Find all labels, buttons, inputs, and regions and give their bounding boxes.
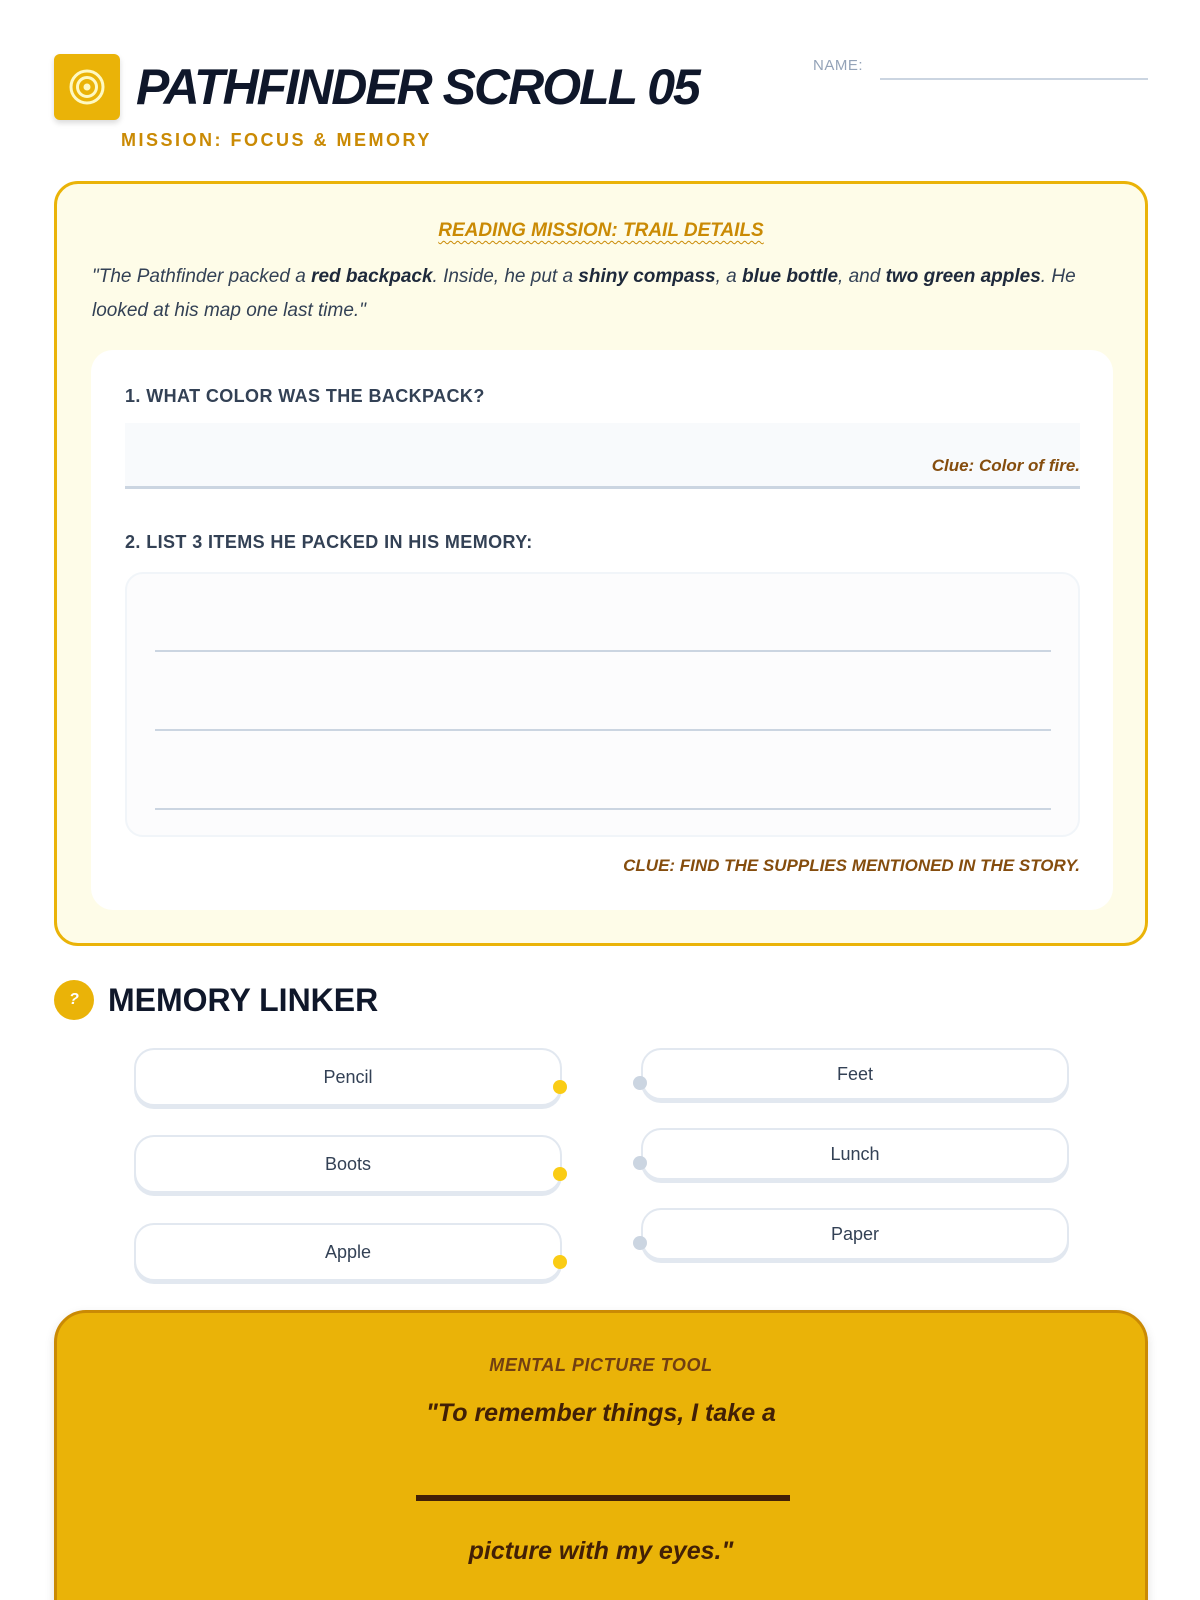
name-field[interactable] — [880, 78, 1148, 80]
question-2-answer-area[interactable] — [125, 572, 1080, 837]
question-1-label: 1. WHAT COLOR WAS THE BACKPACK? — [125, 386, 485, 406]
connector-dot[interactable] — [553, 1255, 567, 1269]
connector-dot[interactable] — [633, 1076, 647, 1090]
tool-label: MENTAL PICTURE TOOL — [489, 1355, 713, 1375]
page-title: PATHFINDER SCROLL 05 — [136, 59, 699, 115]
question-2-label: 2. LIST 3 ITEMS HE PACKED IN HIS MEMORY: — [125, 532, 533, 552]
story-passage: "The Pathfinder packed a red backpack. Inside, he put a shiny compass, a blue bottle, and two green apples. He looked at his map one last time." — [92, 266, 1076, 321]
match-left-item[interactable]: Pencil — [134, 1048, 562, 1106]
question-1-answer-field[interactable] — [125, 423, 1080, 489]
tool-sentence-end: picture with my eyes." — [468, 1537, 734, 1565]
match-right-item[interactable]: Paper — [641, 1208, 1069, 1260]
connector-dot[interactable] — [633, 1236, 647, 1250]
name-label: NAME: — [813, 57, 864, 74]
connector-dot[interactable] — [553, 1167, 567, 1181]
connector-dot[interactable] — [553, 1080, 567, 1094]
answer-line[interactable] — [155, 808, 1051, 810]
fill-in-blank-line[interactable] — [416, 1495, 790, 1501]
target-icon — [67, 67, 107, 107]
highlight-red-backpack: red backpack — [311, 266, 433, 287]
reading-heading: READING MISSION: TRAIL DETAILS — [438, 220, 764, 241]
memory-linker-title: MEMORY LINKER — [108, 982, 379, 1018]
questions-panel — [91, 350, 1113, 910]
page-subtitle: MISSION: FOCUS & MEMORY — [121, 130, 432, 150]
answer-line[interactable] — [155, 650, 1051, 652]
match-right-item[interactable]: Lunch — [641, 1128, 1069, 1180]
reading-mission-card — [54, 181, 1148, 946]
highlight-shiny-compass: shiny compass — [578, 266, 716, 287]
match-right-item[interactable]: Feet — [641, 1048, 1069, 1100]
match-left-item[interactable]: Apple — [134, 1223, 562, 1281]
question-2-clue: CLUE: FIND THE SUPPLIES MENTIONED IN THE STORY. — [623, 856, 1080, 875]
connector-dot[interactable] — [633, 1156, 647, 1170]
mental-picture-card — [54, 1310, 1148, 1600]
tool-sentence-start: "To remember things, I take a — [426, 1399, 776, 1427]
match-left-item[interactable]: Boots — [134, 1135, 562, 1193]
answer-line[interactable] — [155, 729, 1051, 731]
highlight-green-apples: two green apples — [885, 266, 1041, 287]
question-icon: ? — [54, 980, 94, 1020]
question-1-clue: Clue: Color of fire. — [931, 456, 1080, 475]
logo-badge — [54, 54, 120, 120]
highlight-blue-bottle: blue bottle — [741, 266, 839, 287]
